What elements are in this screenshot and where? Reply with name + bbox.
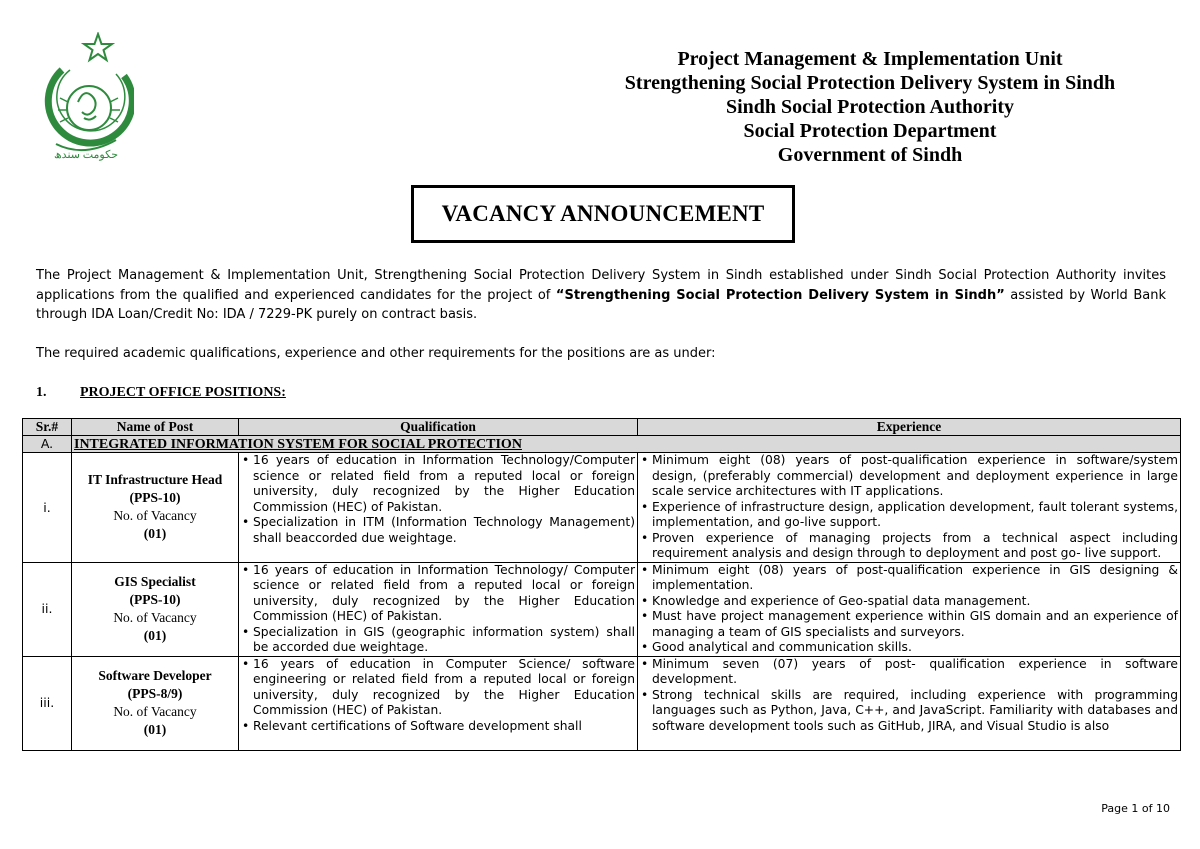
sindh-government-seal: [34, 32, 134, 164]
intro-project-name: “Strengthening Social Protection Delivery System in Sindh”: [555, 287, 1005, 303]
header-experience: Experience: [638, 419, 1181, 436]
vacancy-count: (01): [143, 628, 167, 643]
post-cell: [72, 656, 239, 750]
qualification-cell: [239, 562, 638, 656]
positions-table: [22, 418, 1181, 751]
header-post: Name of Post: [72, 419, 239, 436]
category-row: [23, 435, 1181, 453]
section-title: PROJECT OFFICE POSITIONS:: [80, 385, 286, 400]
vacancy-count: (01): [143, 722, 167, 737]
category-title: INTEGRATED INFORMATION SYSTEM FOR SOCIAL PROTECTION: [74, 436, 522, 452]
category-sr: A.: [23, 435, 72, 453]
post-cell: [72, 453, 239, 563]
qualification-item: • 16 years of education in Information Technology/ Computer science or related field from a reputed local or foreign university, duly recognized by the Higher Education Commission (HEC) of Pakistan.: [241, 563, 635, 625]
post-grade: (PPS-10): [129, 490, 181, 506]
row-sr: ii.: [23, 562, 72, 656]
table-row: [23, 453, 1181, 563]
experience-item: • Proven experience of managing projects from a technical aspect including requirement analysis and design through to deployment and post go- live support.: [640, 531, 1178, 562]
qualification-cell: [239, 453, 638, 563]
category-title-cell: [72, 435, 1181, 453]
post-name: Software Developer: [98, 668, 212, 683]
section-number: 1.: [36, 385, 47, 400]
experience-item: • Experience of infrastructure design, application development, fault tolerant systems, implementation, and go-live support.: [640, 500, 1178, 531]
experience-item: • Good analytical and communication skills.: [640, 640, 1178, 656]
qualification-item: • Specialization in GIS (geographic information system) shall be accorded due weightage.: [241, 625, 635, 656]
header-line-1: Project Management & Implementation Unit: [677, 48, 1063, 70]
post-name: GIS Specialist: [114, 574, 196, 589]
header-line-4: Social Protection Department: [743, 120, 997, 142]
vacancy-count: (01): [143, 526, 167, 542]
page-number: Page 1 of 10: [1101, 802, 1170, 815]
intro-part-1: The Project Management & Implementation Unit, Strengthening Social Protection Delivery System in Sindh established under Sindh Social Protection Authority invites applications from the qualified and experienced candidates for the project of: [36, 268, 1166, 303]
requirements-text: The required academic qualifications, experience and other requirements for the positions are as under:: [36, 346, 716, 361]
qualification-item: • 16 years of education in Information Technology/Computer science or related field from a reputed local or foreign university, duly recognized by the Higher Education Commission (HEC) of Pakistan.: [241, 453, 635, 515]
experience-cell: [638, 562, 1181, 656]
table-row: [23, 562, 1181, 656]
qualification-item: • 16 years of education in Computer Science/ software engineering or related field from a reputed local or foreign university, duly recognized by the Higher Education Commission (HEC) of Pakistan.: [241, 657, 635, 719]
experience-item: • Knowledge and experience of Geo-spatial data management.: [640, 594, 1178, 610]
experience-item: • Minimum eight (08) years of post-qualification experience in GIS designing & implementation.: [640, 563, 1178, 594]
table-header-row: [23, 419, 1181, 436]
experience-item: • Minimum eight (08) years of post-qualification experience in software/system design, (preferably commercial) development and deployment experience in large scale service architectures with IT applications.: [640, 453, 1178, 500]
vacancy-label: No. of Vacancy: [113, 508, 197, 524]
table-row: [23, 656, 1181, 750]
post-grade: (PPS-10): [129, 592, 181, 607]
experience-item: • Minimum seven (07) years of post- qualification experience in software development.: [640, 657, 1178, 688]
qualification-cell: [239, 656, 638, 750]
intro-paragraph: [36, 266, 1166, 325]
experience-item: • Must have project management experience within GIS domain and an experience of managing a team of GIS specialists and surveyors.: [640, 609, 1178, 640]
header-qualification: Qualification: [239, 419, 638, 436]
post-grade: (PPS-8/9): [127, 686, 183, 701]
section-heading: [36, 385, 286, 401]
experience-cell: [638, 656, 1181, 750]
experience-item: • Strong technical skills are required, including experience with programming languages such as Python, Java, C++, and JavaScript. Familiarity with databases and software development tools such as GitHub, JIRA, and Visual Studio is also: [640, 688, 1178, 735]
vacancy-label: No. of Vacancy: [113, 610, 197, 625]
row-sr: iii.: [23, 656, 72, 750]
vacancy-label: No. of Vacancy: [113, 704, 197, 719]
post-name: IT Infrastructure Head: [87, 472, 223, 488]
post-cell: [72, 562, 239, 656]
qualification-item: • Relevant certifications of Software development shall: [241, 719, 635, 735]
intro-part-2: assisted by World Bank through IDA Loan/Credit No: IDA / 7229-PK purely on contract basis.: [36, 287, 1166, 322]
header-sr: Sr.#: [23, 419, 72, 436]
organization-header: [560, 47, 1180, 167]
vacancy-announcement-title: [411, 185, 795, 243]
qualification-item: • Specialization in ITM (Information Technology Management) shall beaccorded due weightage.: [241, 515, 635, 546]
row-sr: i.: [23, 453, 72, 563]
title-text: VACANCY ANNOUNCEMENT: [441, 201, 765, 226]
header-line-3: Sindh Social Protection Authority: [726, 96, 1014, 118]
experience-cell: [638, 453, 1181, 563]
seal-text: حکومت سندھ: [54, 149, 118, 161]
header-line-5: Government of Sindh: [777, 144, 963, 166]
header-line-2: Strengthening Social Protection Delivery System in Sindh: [624, 72, 1116, 94]
